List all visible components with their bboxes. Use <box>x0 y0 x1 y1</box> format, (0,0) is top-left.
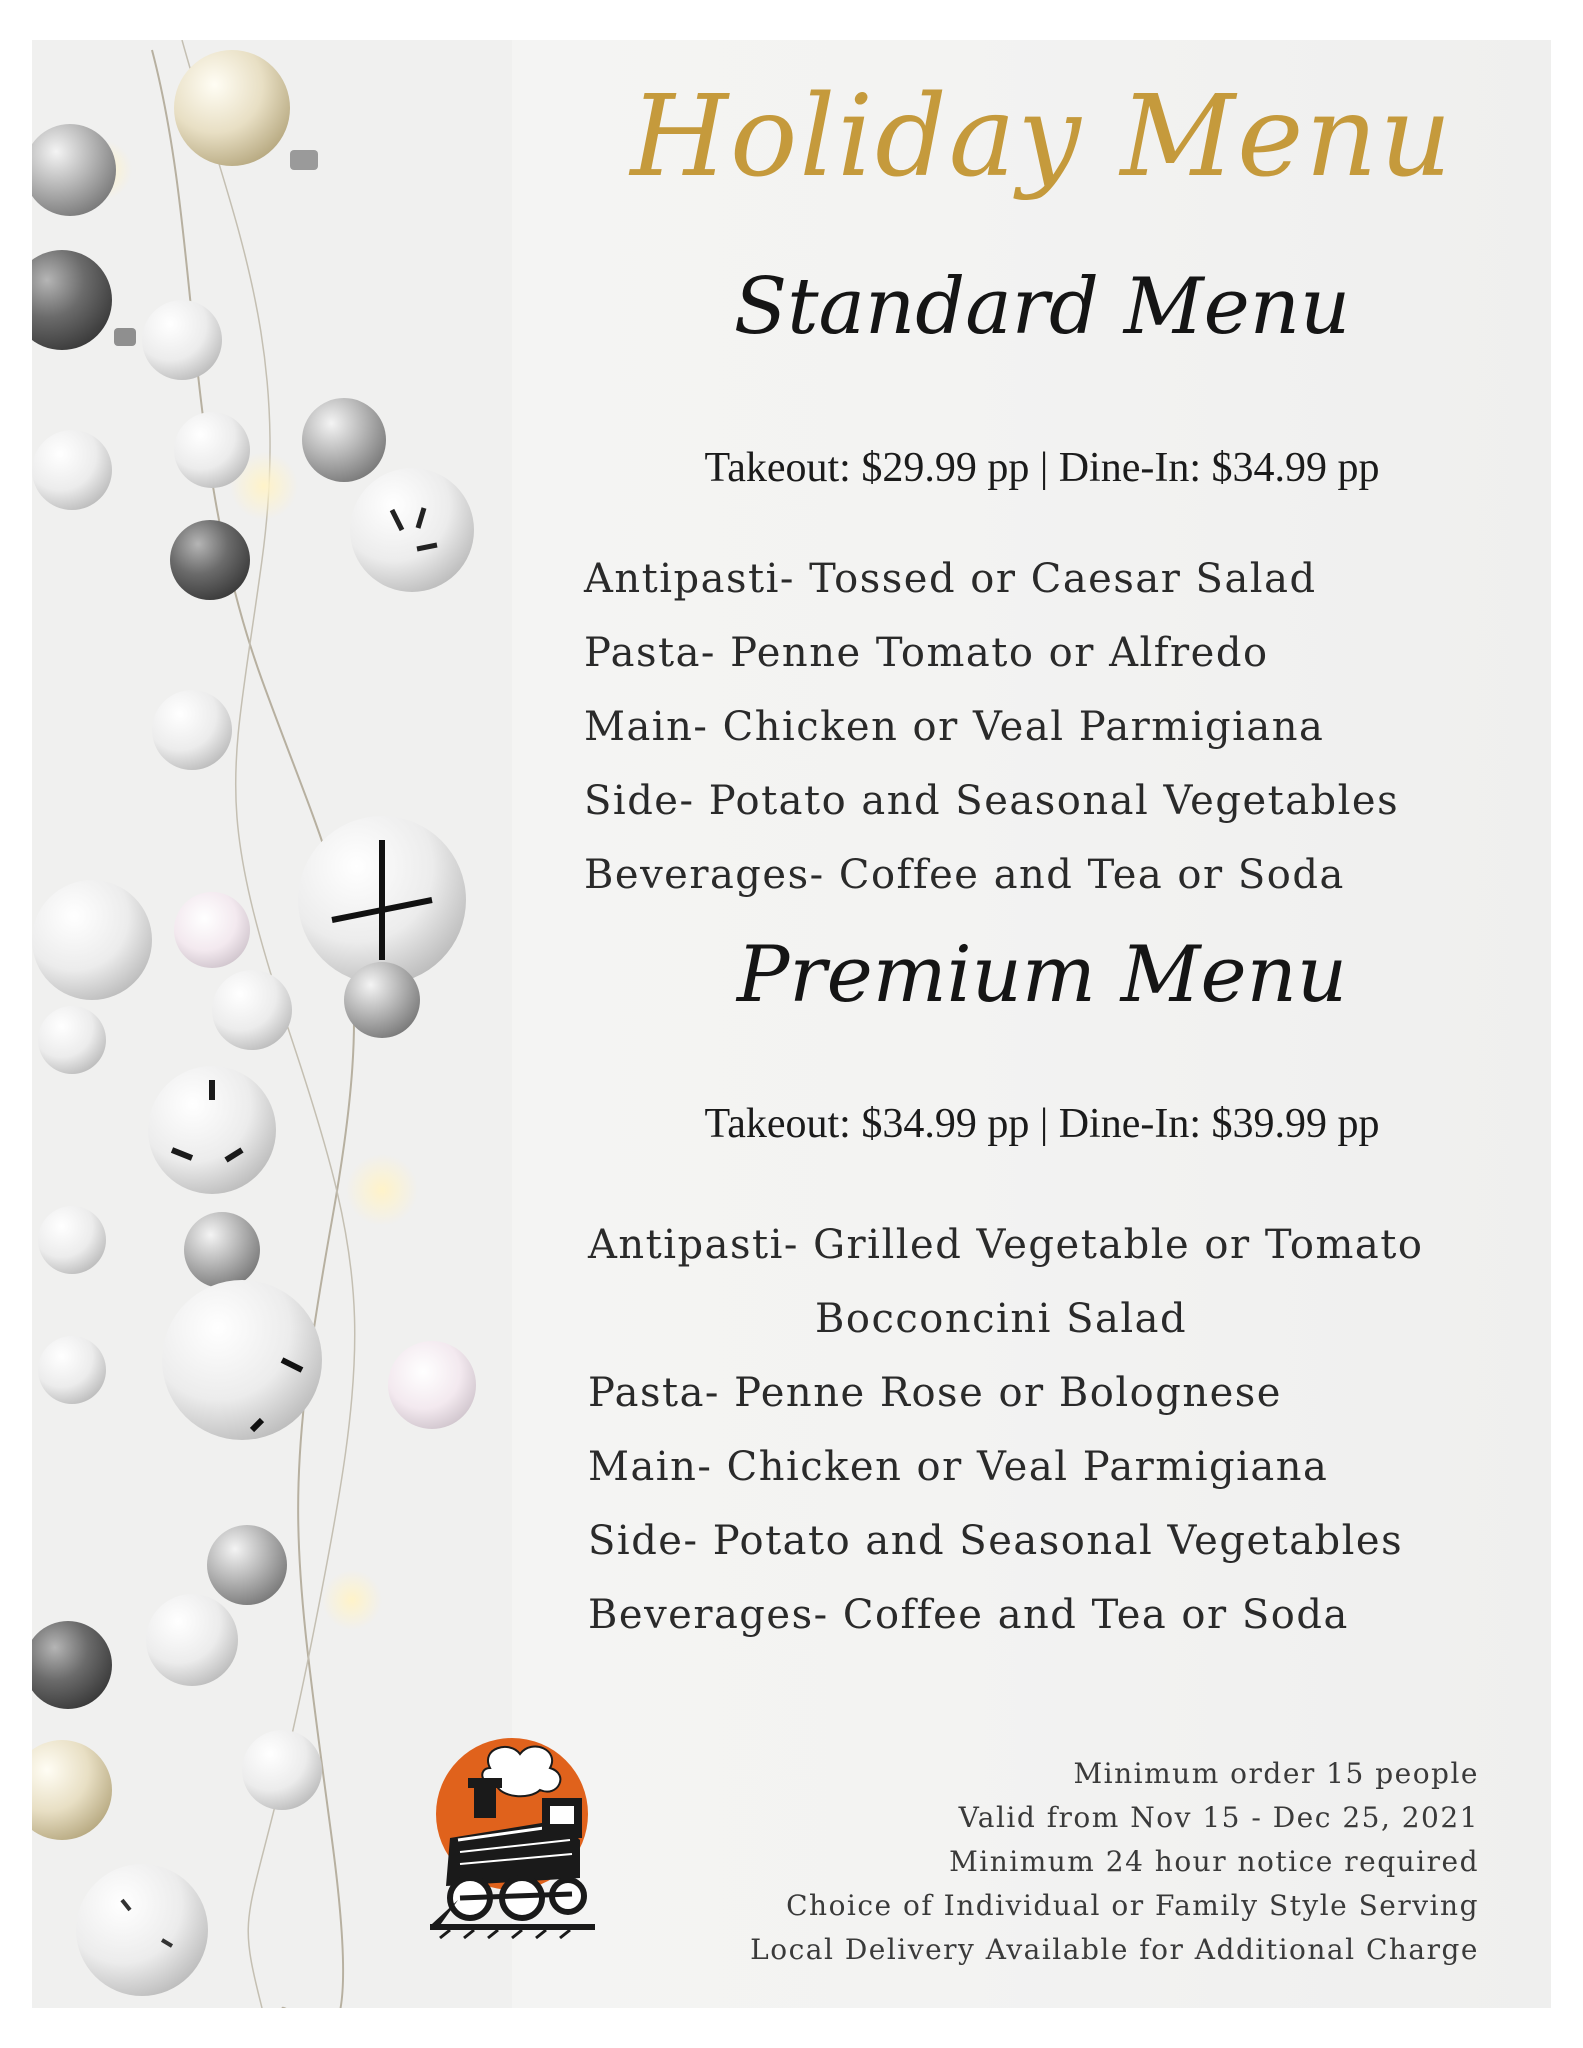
note-line: Valid from Nov 15 - Dec 25, 2021 <box>958 1801 1479 1834</box>
standard-menu-title: Standard Menu <box>733 262 1351 352</box>
premium-menu-price: Takeout: $34.99 pp | Dine-In: $39.99 pp <box>704 1101 1380 1147</box>
list-item: Side- Potato and Seasonal Vegetables <box>588 1518 1404 1564</box>
standard-menu-list <box>584 542 1399 912</box>
list-item: Beverages- Coffee and Tea or Soda <box>588 1592 1349 1638</box>
list-item: Antipasti- Tossed or Caesar Salad <box>584 556 1317 602</box>
list-item: Pasta- Penne Rose or Bolognese <box>588 1370 1282 1416</box>
order-notes <box>750 1752 1479 1972</box>
premium-menu-list <box>588 1208 1423 1652</box>
list-item: Antipasti- Grilled Vegetable or Tomato <box>588 1222 1424 1268</box>
list-item: Main- Chicken or Veal Parmigiana <box>588 1444 1329 1490</box>
note-line: Local Delivery Available for Additional Charge <box>750 1933 1479 1966</box>
note-line: Minimum order 15 people <box>1073 1757 1479 1790</box>
premium-menu-title: Premium Menu <box>736 930 1348 1020</box>
list-item: Beverages- Coffee and Tea or Soda <box>584 852 1345 898</box>
menu-sheet <box>32 40 1551 2008</box>
list-item: Side- Potato and Seasonal Vegetables <box>584 778 1400 824</box>
standard-menu-price: Takeout: $29.99 pp | Dine-In: $34.99 pp <box>704 445 1380 491</box>
christmas-ornaments-image <box>32 40 512 2008</box>
steam-train-logo <box>430 1728 595 1946</box>
list-item: Pasta- Penne Tomato or Alfredo <box>584 630 1269 676</box>
list-item: Bocconcini Salad <box>815 1296 1188 1342</box>
page-title: Holiday Menu <box>630 72 1454 202</box>
note-line: Minimum 24 hour notice required <box>949 1845 1479 1878</box>
list-item: Main- Chicken or Veal Parmigiana <box>584 704 1325 750</box>
note-line: Choice of Individual or Family Style Serving <box>786 1889 1479 1922</box>
